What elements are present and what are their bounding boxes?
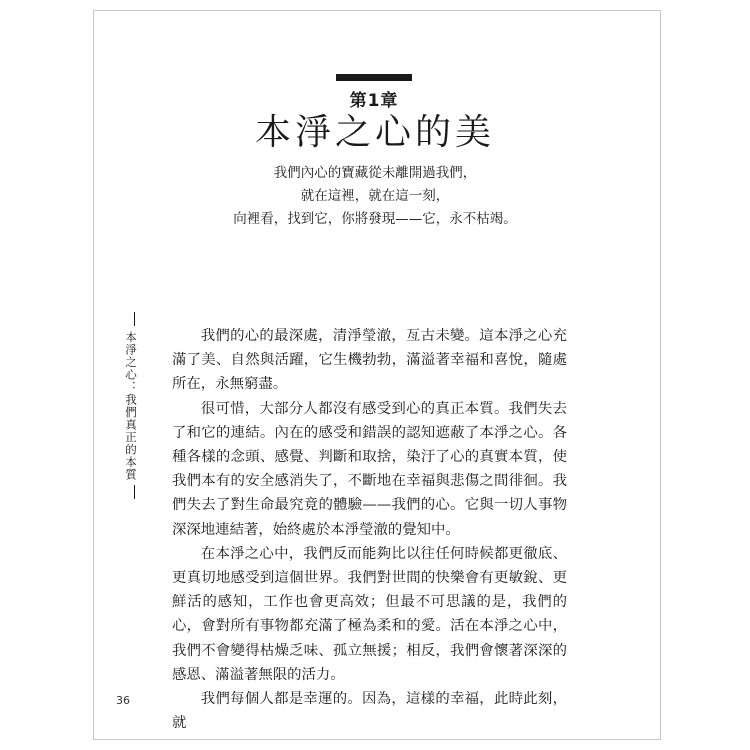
chapter-rule (336, 74, 412, 81)
paragraph: 我們的心的最深處，清淨瑩澈，亙古未變。這本淨之心充滿了美、自然與活躍，它生機勃勃，滿溢著幸福和喜悅，隨處所在，永無窮盡。 (172, 328, 567, 393)
running-head-bar (134, 485, 135, 499)
body-text (172, 324, 567, 735)
running-head-bar (134, 312, 135, 326)
epigraph-line: 向裡看，找到它，你將發現——它，永不枯竭。 (233, 211, 517, 227)
chapter-label: 第1章 (349, 91, 399, 111)
page-number: 36 (116, 694, 130, 707)
epigraph-line: 就在這裡，就在這一刻， (300, 188, 450, 204)
paragraph: 我們每個人都是幸運的。因為，這樣的幸福，此時此刻，就 (172, 691, 567, 732)
running-head-text: 本淨之心：我們真正的本質 (124, 330, 138, 481)
epigraph (230, 162, 520, 231)
epigraph-line: 我們內心的寶藏從未離開過我們， (273, 165, 477, 181)
running-head (121, 312, 141, 499)
chapter-title: 本淨之心的美 (254, 112, 495, 153)
paragraph: 很可惜，大部分人都沒有感受到心的真正本質。我們失去了和它的連結。內在的感受和錯誤的認知遮蔽了本淨之心。各種各樣的念頭、感覺、判斷和取捨，染汙了心的真實本質，使我們本有的安全感消失了，不斷地在幸福與悲傷之間徘徊。我們失去了對生命最究竟的體驗——我們的心。它與一切人事物深深地連結著，始終處於本淨瑩澈的覺知中。 (172, 400, 567, 538)
paragraph: 在本淨之心中，我們反而能夠比以往任何時候都更徹底、更真切地感受到這個世界。我們對世間的快樂會有更敏銳、更鮮活的感知，工作也會更高效；但最不可思議的是，我們的心，會對所有事物都充滿了極為柔和的愛。活在本淨之心中，我們不會變得枯燥乏味、孤立無援；相反，我們會懷著深深的感恩、滿溢著無限的活力。 (172, 545, 567, 683)
